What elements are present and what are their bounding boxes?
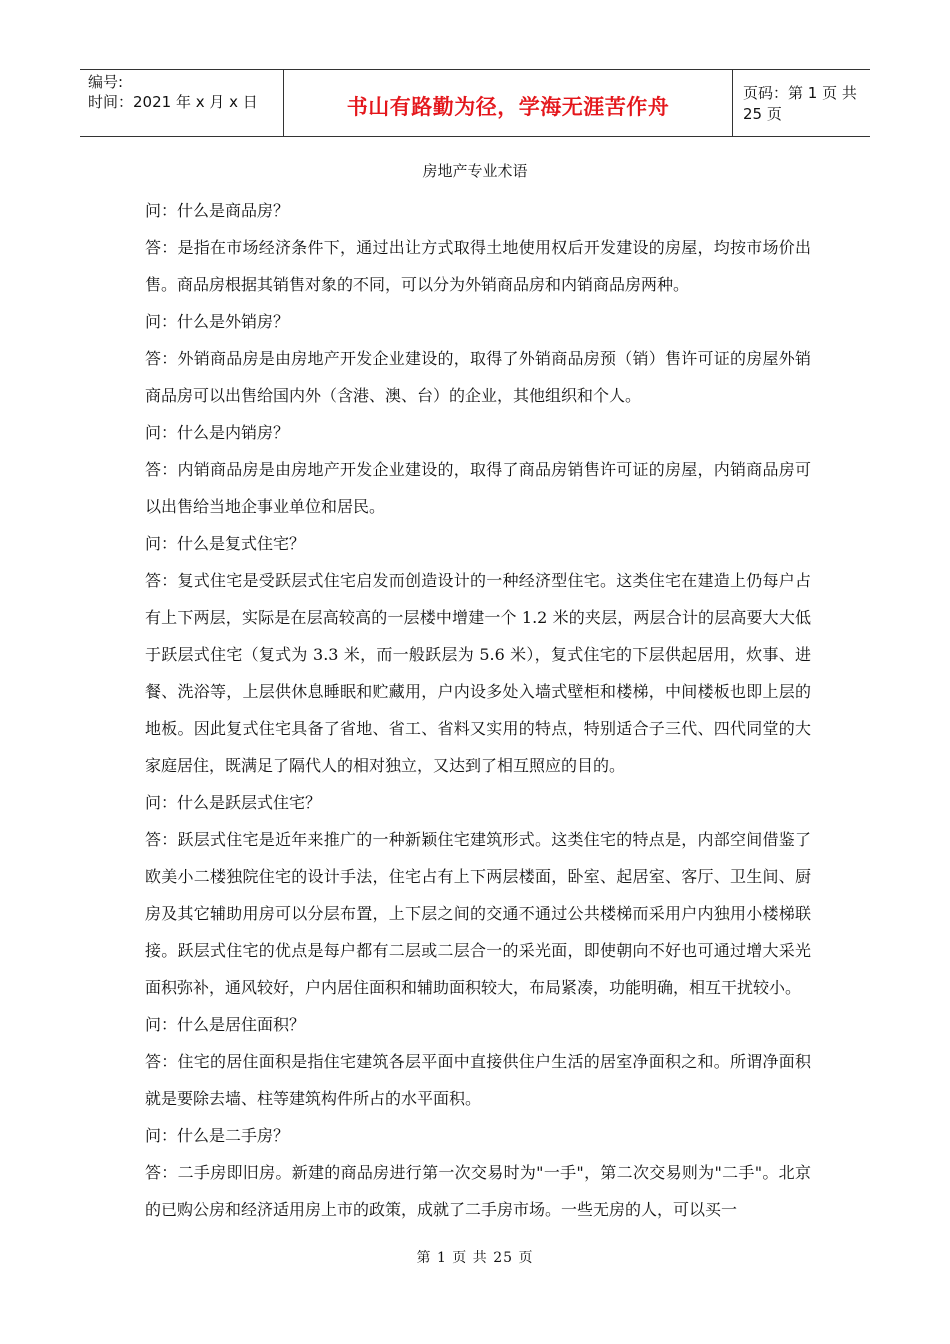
question: 问：什么是二手房？: [145, 1126, 290, 1145]
question: 问：什么是跃层式住宅？: [145, 793, 322, 812]
answer: 答：是指在市场经济条件下，通过出让方式取得土地使用权后开发建设的房屋，均按市场价出售。商品房根据其销售对象的不同，可以分为外销商品房和内销商品房两种。: [145, 238, 811, 294]
answer: 答：住宅的居住面积是指住宅建筑各层平面中直接供住户生活的居室净面积之和。所谓净面积就是要除去墙、柱等建筑构件所占的水平面积。: [145, 1052, 811, 1108]
document-date: 时间：2021 年 x 月 x 日: [88, 93, 258, 111]
answer: 答：外销商品房是由房地产开发企业建设的，取得了外销商品房预（销）售许可证的房屋外销商品房可以出售给国内外（含港、澳、台）的企业，其他组织和个人。: [145, 349, 811, 405]
question: 问：什么是商品房？: [145, 201, 290, 220]
page-footer: 第 1 页 共 25 页: [416, 1250, 534, 1266]
header-page-code: [733, 70, 870, 136]
header-motto-cell: [283, 70, 733, 136]
question: 问：什么是居住面积？: [145, 1015, 306, 1034]
answer: 答：跃层式住宅是近年来推广的一种新颖住宅建筑形式。这类住宅的特点是，内部空间借鉴了欧美小二楼独院住宅的设计手法，住宅占有上下两层楼面，卧室、起居室、客厅、卫生间、厨房及其它辅助用房可以分层布置，上下层之间的交通不通过公共楼梯而采用户内独用小楼梯联接。跃层式住宅的优点是每户都有二层或二层合一的采光面，即使朝向不好也可通过增大采光面积弥补，通风较好，户内居住面积和辅助面积较大，布局紧凑，功能明确，相互干扰较小。: [145, 830, 811, 997]
question: 问：什么是内销房？: [145, 423, 290, 442]
document-title: 房地产专业术语: [422, 162, 528, 180]
page-header: [80, 69, 870, 137]
answer: 答：复式住宅是受跃层式住宅启发而创造设计的一种经济型住宅。这类住宅在建造上仍每户占有上下两层，实际是在层高较高的一层楼中增建一个 1.2 米的夹层，两层合计的层高要大大低于跃层式住宅（复式为 3.3 米，而一般跃层为 5.6 米），复式住宅的下层供起居用，炊事、进餐、洗浴等，上层供休息睡眠和贮藏用，户内设多处入墙式壁柜和楼梯，中间楼板也即上层的地板。因此复式住宅具备了省地、省工、省料又实用的特点，特别适合子三代、四代同堂的大家庭居住，既满足了隔代人的相对独立，又达到了相互照应的目的。: [145, 571, 811, 775]
motto: 书山有路勤为径，学海无涯苦作舟: [346, 95, 670, 119]
question: 问：什么是复式住宅？: [145, 534, 306, 553]
page-code: 页码：第 1 页 共 25 页: [743, 84, 857, 123]
answer: 答：二手房即旧房。新建的商品房进行第一次交易时为"一手"，第二次交易则为"二手"。北京的已购公房和经济适用房上市的政策，成就了二手房市场。一些无房的人，可以买一: [145, 1163, 811, 1219]
header-info: [80, 70, 283, 136]
question: 问：什么是外销房？: [145, 312, 290, 331]
document-body: [145, 192, 811, 1228]
answer: 答：内销商品房是由房地产开发企业建设的，取得了商品房销售许可证的房屋，内销商品房可以出售给当地企事业单位和居民。: [145, 460, 811, 516]
document-number: 编号:: [88, 73, 124, 91]
